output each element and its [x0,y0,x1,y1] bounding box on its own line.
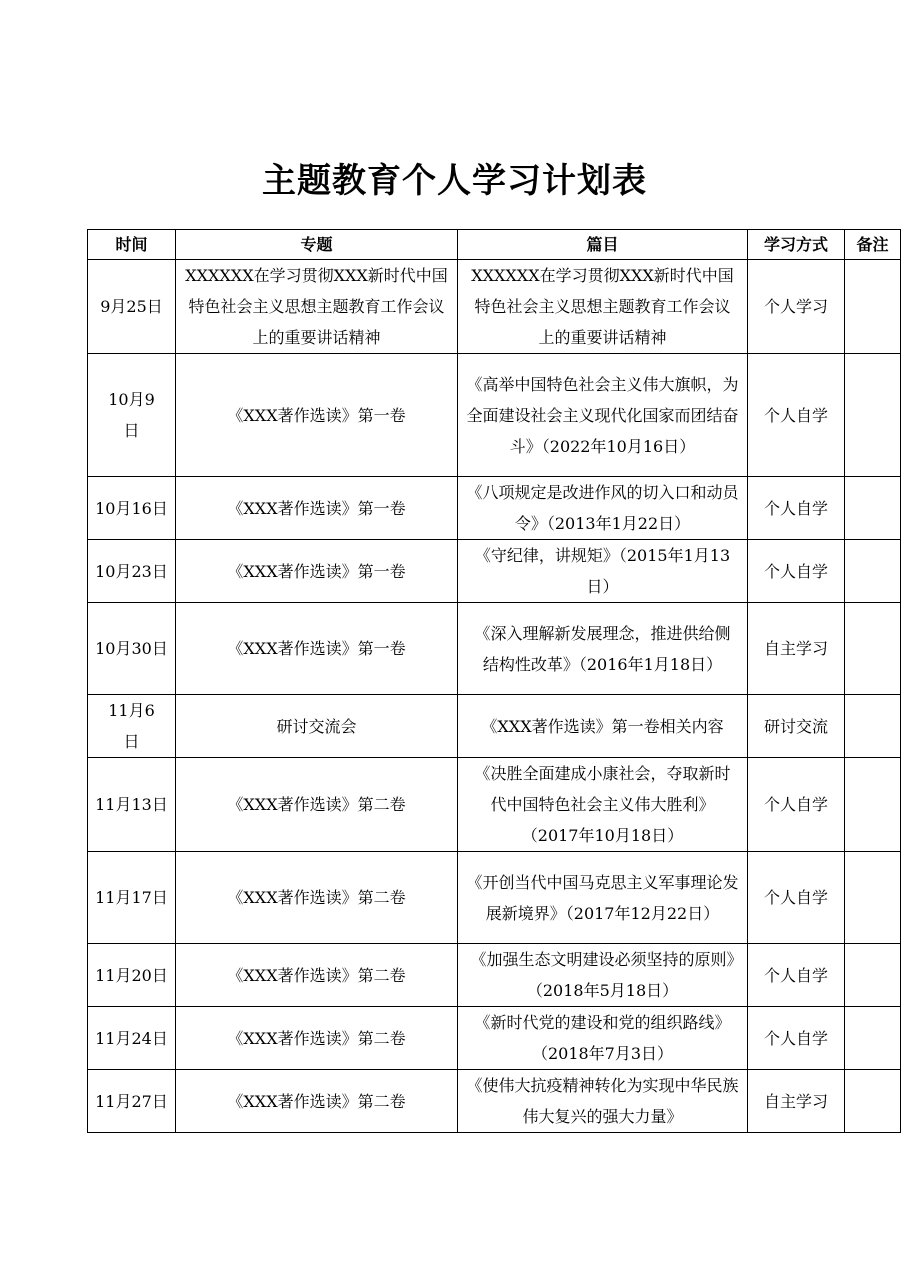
time-cell: 11月6日 [88,695,176,758]
article-cell: 《深入理解新发展理念，推进供给侧结构性改革》（2016年1月18日） [458,603,748,695]
method-cell: 个人自学 [748,1007,845,1070]
method-cell: 研讨交流 [748,695,845,758]
note-cell [845,603,901,695]
method-cell: 个人自学 [748,354,845,477]
table-row [88,852,901,944]
article-cell: 《XXX著作选读》第一卷相关内容 [458,695,748,758]
time-cell: 10月30日 [88,603,176,695]
article-cell: 《加强生态文明建设必须坚持的原则》（2018年5月18日） [458,944,748,1007]
time-cell: 9月25日 [88,260,176,354]
article-cell: 《决胜全面建成小康社会，夺取新时代中国特色社会主义伟大胜利》（2017年10月18日） [458,758,748,852]
time-cell: 11月27日 [88,1070,176,1133]
note-cell [845,852,901,944]
topic-cell: 《XXX著作选读》第二卷 [176,1070,458,1133]
table-row [88,477,901,540]
time-cell: 11月17日 [88,852,176,944]
article-cell: 《高举中国特色社会主义伟大旗帜，为全面建设社会主义现代化国家而团结奋斗》（2022年10月16日） [458,354,748,477]
article-cell: 《使伟大抗疫精神转化为实现中华民族伟大复兴的强大力量》 [458,1070,748,1133]
article-cell: 《守纪律，讲规矩》（2015年1月13日） [458,540,748,603]
table-header-row [88,230,901,260]
time-cell: 10月16日 [88,477,176,540]
time-cell: 11月13日 [88,758,176,852]
topic-cell: 《XXX著作选读》第一卷 [176,354,458,477]
column-header-article: 篇目 [458,230,748,260]
method-cell: 个人自学 [748,540,845,603]
method-cell: 个人自学 [748,477,845,540]
note-cell [845,260,901,354]
time-cell: 11月20日 [88,944,176,1007]
table-row [88,1007,901,1070]
table-row [88,354,901,477]
article-cell: XXXXXX在学习贯彻XXX新时代中国特色社会主义思想主题教育工作会议上的重要讲话精神 [458,260,748,354]
topic-cell: 《XXX著作选读》第一卷 [176,540,458,603]
table-row [88,1070,901,1133]
table-row [88,758,901,852]
topic-cell: 《XXX著作选读》第一卷 [176,477,458,540]
topic-cell: 研讨交流会 [176,695,458,758]
topic-cell: 《XXX著作选读》第二卷 [176,944,458,1007]
table-row [88,944,901,1007]
topic-cell: 《XXX著作选读》第二卷 [176,758,458,852]
note-cell [845,354,901,477]
note-cell [845,944,901,1007]
method-cell: 自主学习 [748,603,845,695]
method-cell: 个人自学 [748,758,845,852]
article-cell: 《八项规定是改进作风的切入口和动员令》（2013年1月22日） [458,477,748,540]
topic-cell: 《XXX著作选读》第一卷 [176,603,458,695]
method-cell: 自主学习 [748,1070,845,1133]
method-cell: 个人自学 [748,852,845,944]
article-cell: 《新时代党的建设和党的组织路线》（2018年7月3日） [458,1007,748,1070]
method-cell: 个人自学 [748,944,845,1007]
table-row [88,603,901,695]
note-cell [845,758,901,852]
study-plan-table [87,229,901,1133]
note-cell [845,1007,901,1070]
time-cell: 11月24日 [88,1007,176,1070]
note-cell [845,695,901,758]
topic-cell: 《XXX著作选读》第二卷 [176,1007,458,1070]
method-cell: 个人学习 [748,260,845,354]
time-cell: 10月9日 [88,354,176,477]
column-header-method: 学习方式 [748,230,845,260]
note-cell [845,540,901,603]
column-header-topic: 专题 [176,230,458,260]
note-cell [845,1070,901,1133]
table-row [88,695,901,758]
note-cell [845,477,901,540]
table-row [88,260,901,354]
page-title: 主题教育个人学习计划表 [262,161,647,201]
article-cell: 《开创当代中国马克思主义军事理论发展新境界》（2017年12月22日） [458,852,748,944]
column-header-note: 备注 [845,230,901,260]
column-header-time: 时间 [88,230,176,260]
time-cell: 10月23日 [88,540,176,603]
table-row [88,540,901,603]
topic-cell: 《XXX著作选读》第二卷 [176,852,458,944]
topic-cell: XXXXXX在学习贯彻XXX新时代中国特色社会主义思想主题教育工作会议上的重要讲话精神 [176,260,458,354]
